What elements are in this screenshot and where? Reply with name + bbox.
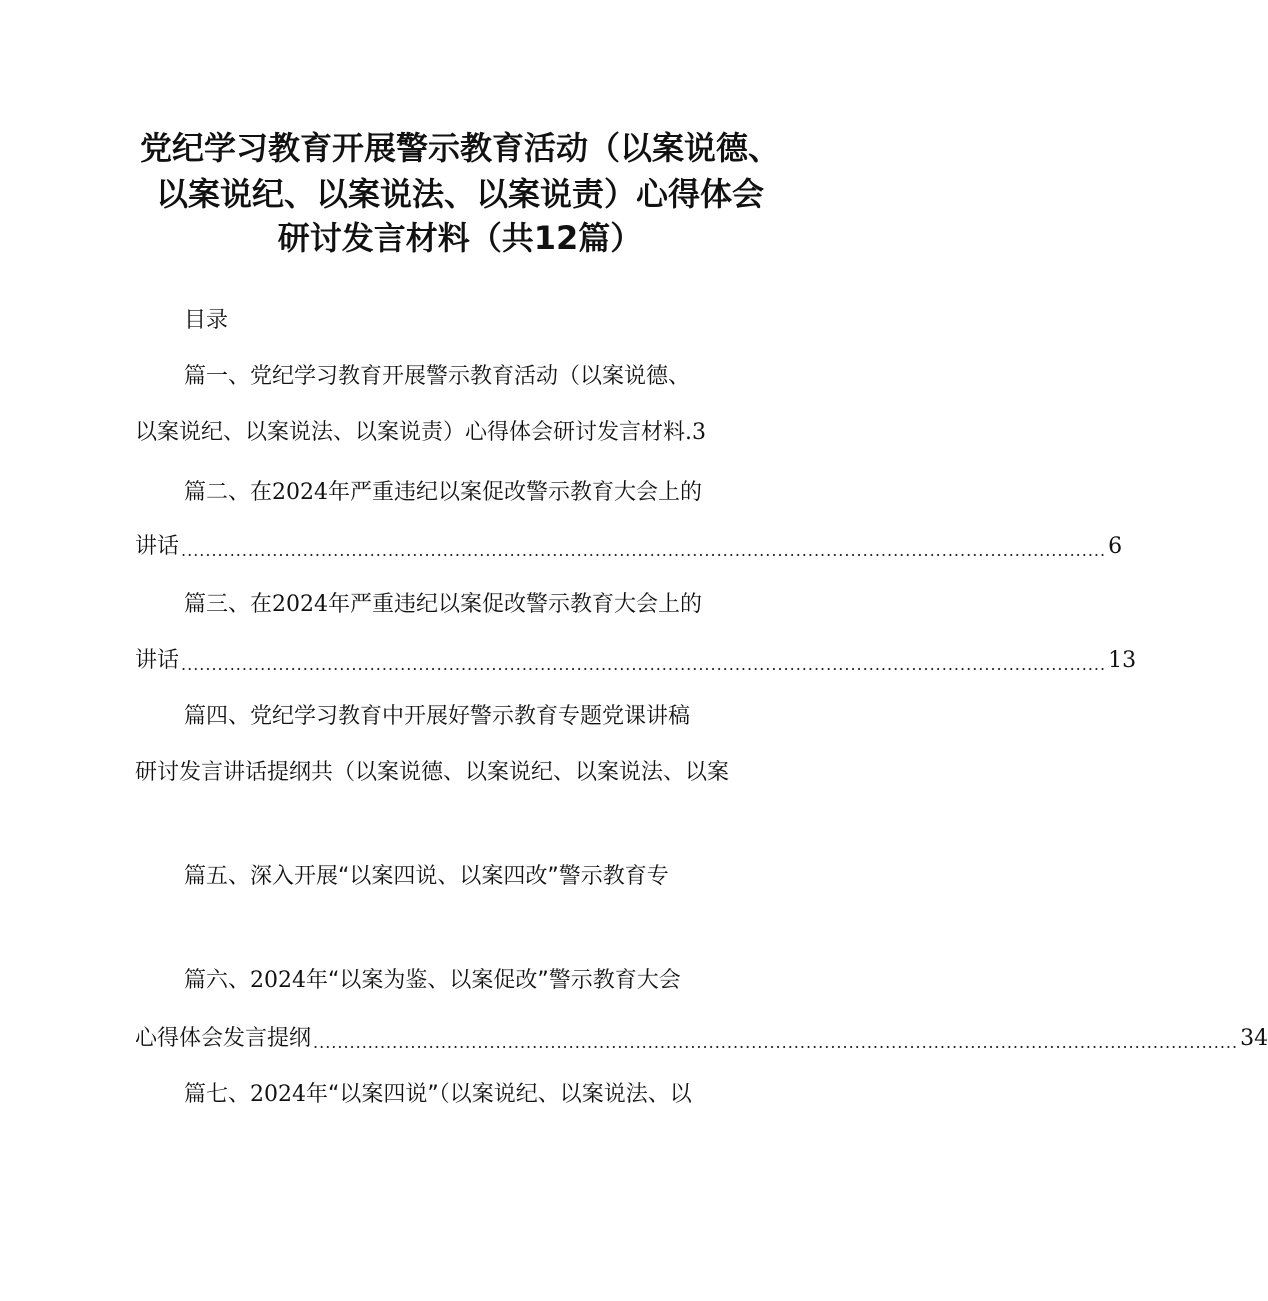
toc-entry-7-year: 2024 (250, 1082, 307, 1107)
toc-entry-6-leader: ........................................................................................................................................................ (313, 1033, 1239, 1052)
toc-entry-2-page: 6 (1108, 534, 1123, 559)
toc-entry-7-line-1[interactable] (184, 1080, 692, 1110)
toc-entry-6-line-2[interactable] (135, 1024, 1268, 1054)
document-title-line-2: 以案说纪、以案说法、以案说责）心得体会 (155, 175, 764, 213)
toc-entry-3-suffix: 年严重违纪以案促改警示教育大会上的 (328, 592, 703, 617)
toc-entry-6-line-1[interactable] (184, 966, 681, 996)
toc-entry-3-text: 讲话 (135, 648, 180, 673)
toc-entry-6-text: 心得体会发言提纲 (135, 1026, 312, 1051)
toc-entry-3-leader: ........................................................................................................................................................ (181, 655, 1107, 674)
toc-entry-6-suffix: 年“以案为鉴、以案促改”警示教育大会 (306, 968, 681, 993)
toc-entry-2-text: 讲话 (135, 534, 180, 559)
toc-entry-1-line-2[interactable] (135, 418, 706, 448)
toc-entry-5-line-1[interactable]: 篇五、深入开展“以案四说、以案四改”警示教育专 (184, 864, 669, 889)
toc-entry-3-line-2[interactable] (135, 646, 1137, 676)
toc-entry-3-page: 13 (1108, 648, 1137, 673)
toc-entry-2-prefix: 篇二、在 (184, 480, 273, 505)
toc-entry-1-line-1[interactable]: 篇一、党纪学习教育开展警示教育活动（以案说德、 (184, 364, 691, 389)
document-title-line-1: 党纪学习教育开展警示教育活动（以案说德、 (139, 129, 780, 167)
toc-entry-7-suffix: 年“以案四说”（以案说纪、以案说法、以 (306, 1082, 692, 1107)
toc-entry-7-prefix: 篇七、 (184, 1082, 251, 1107)
toc-entry-1-leader: . (685, 420, 693, 445)
toc-entry-1-text: 以案说纪、以案说法、以案说责）心得体会研讨发言材料 (135, 420, 686, 445)
toc-entry-4-line-1[interactable]: 篇四、党纪学习教育中开展好警示教育专题党课讲稿 (184, 704, 691, 729)
toc-entry-6-page: 34 (1240, 1026, 1268, 1051)
toc-entry-2-line-2[interactable] (135, 532, 1123, 562)
toc-entry-3-line-1[interactable] (184, 590, 702, 620)
toc-entry-3-year: 2024 (272, 592, 329, 617)
toc-entry-1-page: 3 (692, 420, 707, 445)
toc-entry-6-year: 2024 (250, 968, 307, 993)
toc-entry-2-year: 2024 (272, 480, 329, 505)
toc-entry-2-leader: ........................................................................................................................................................ (181, 541, 1107, 560)
toc-entry-2-line-1[interactable] (184, 478, 702, 508)
toc-entry-2-suffix: 年严重违纪以案促改警示教育大会上的 (328, 480, 703, 505)
toc-heading: 目录 (184, 308, 229, 333)
toc-entry-6-prefix: 篇六、 (184, 968, 251, 993)
toc-entry-3-prefix: 篇三、在 (184, 592, 273, 617)
document-title-line-3: 研讨发言材料（共12篇） (277, 219, 643, 257)
toc-entry-4-line-2[interactable]: 研讨发言讲话提纲共（以案说德、以案说纪、以案说法、以案 (135, 760, 730, 785)
